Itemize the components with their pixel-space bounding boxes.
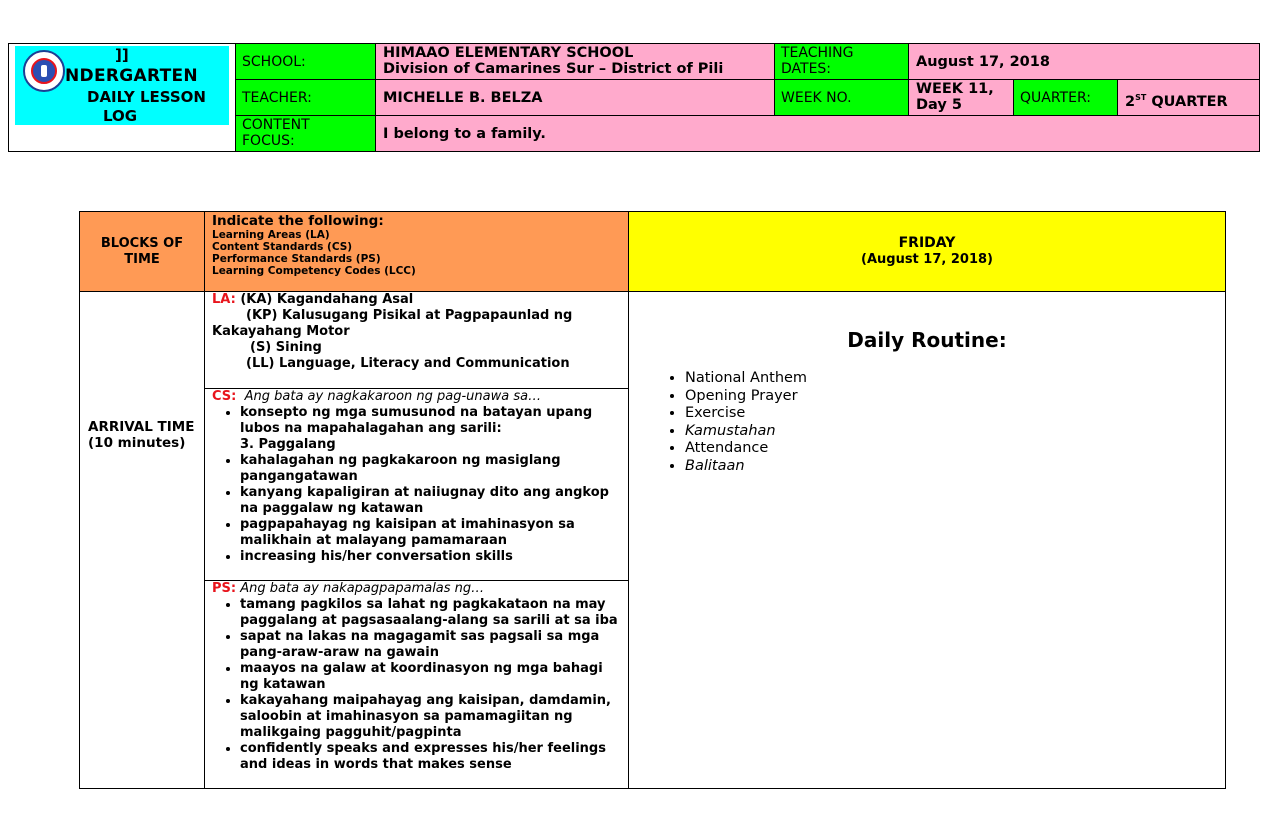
ps-label: PS: [212,581,237,596]
week-value-line1: WEEK 11, [916,81,994,97]
indicate-item: Performance Standards (PS) [212,253,381,265]
list-item: • kanyang kapaligiran at naiiugnay dito ang angkop na paggalaw ng katawan [240,485,622,517]
list-item: • Balitaan [685,458,807,476]
ps-section [204,580,629,789]
la-line2: (KP) Kalusugang Pisikal at Pagpapaunlad ng [246,308,573,323]
teacher-label: TEACHER: [235,79,376,116]
list-item: • konsepto ng mga sumusunod na batayan upang lubos na mapahalagahan ang sarili: 3. Paggalang [240,405,622,453]
day-header [628,211,1226,292]
list-item: • pagpapahayag ng kaisipan at imahinasyon sa malikhain at malayang pamamaraan [240,517,622,549]
indicate-header [204,211,629,292]
day-name: FRIDAY [898,235,956,251]
la-line1: (KA) Kagandahang Asal [235,292,414,307]
list-item: • Exercise [685,405,807,423]
block-name: ARRIVAL TIME [88,419,195,435]
routine-list [661,370,807,475]
cs-label: CS: [212,389,237,404]
deped-seal-icon [31,58,57,84]
list-item: • Attendance [685,440,807,458]
list-item: • maayos na galaw at koordinasyon ng mga bahagi ng katawan [240,661,622,693]
week-label: WEEK NO. [774,79,909,116]
title-line3: LOG [103,107,138,125]
list-item: • Opening Prayer [685,388,807,406]
la-line4: (S) Sining [250,340,322,355]
la-line5: (LL) Language, Literacy and Communication [246,356,570,371]
school-label: SCHOOL: [235,43,376,80]
list-item: • Kamustahan [685,423,807,441]
title-top: ]] [115,46,129,64]
indicate-title: Indicate the following: [212,213,384,229]
title-cell [8,43,236,152]
la-label: LA: [212,292,236,307]
teacher-name: MICHELLE B. BELZA [375,79,775,116]
list-item: • tamang pagkilos sa lahat ng pagkakataon na may paggalang at pagsasaalang-alang sa sarili at sa iba [240,597,622,629]
indicate-item: Content Standards (CS) [212,241,353,253]
quarter-text: QUARTER [1146,93,1228,110]
quarter-label: QUARTER: [1013,79,1118,116]
indicate-item: Learning Competency Codes (LCC) [212,265,416,277]
title-line1: NDERGARTEN [65,66,198,86]
blocks-of-time-header: BLOCKS OF TIME [79,211,205,292]
la-section [204,291,629,389]
list-item: • increasing his/her conversation skills [240,549,622,565]
la-line3: Kakayahang Motor [212,324,350,339]
indicate-item: Learning Areas (LA) [212,229,330,241]
content-focus-value: I belong to a family. [375,115,1260,152]
list-item: • kahalagahan ng pagkakaroon ng masiglang pangangatawan [240,453,622,485]
routine-cell [628,291,1226,789]
cs-list [212,405,622,565]
school-division: Division of Camarines Sur – District of Pili [383,61,724,77]
week-value [908,79,1014,116]
block-duration: (10 minutes) [88,435,186,451]
cs-section [204,388,629,581]
ps-list [212,597,622,773]
ps-intro: Ang bata ay nakapagpapamalas ng… [240,581,485,596]
school-value [375,43,775,80]
quarter-sup: ST [1135,93,1147,102]
logo [23,50,65,92]
quarter-num: 2 [1125,93,1136,110]
list-item: • kakayahang maipahayag ang kaisipan, damdamin, saloobin at imahinasyon sa pamamagiitan ng malikgaing pagguhit/pagpinta [240,693,622,741]
list-item: • National Anthem [685,370,807,388]
title-line2: DAILY LESSON [87,88,206,106]
title-block [15,46,229,125]
cs-intro: Ang bata ay nagkakaroon ng pag-unawa sa… [244,389,542,404]
routine-title: Daily Routine: [847,328,1007,352]
day-date: (August 17, 2018) [861,252,993,267]
block-name-cell [79,291,205,789]
week-value-line2: Day 5 [916,97,962,113]
teaching-dates-value: August 17, 2018 [908,43,1260,80]
quarter-value [1117,79,1260,116]
cs-sub-item: 3. Paggalang [240,437,336,452]
content-focus-label: CONTENT FOCUS: [235,115,376,152]
teaching-dates-label: TEACHING DATES: [774,43,909,80]
school-name: HIMAAO ELEMENTARY SCHOOL [383,45,634,61]
list-item: • confidently speaks and expresses his/her feelings and ideas in words that makes sense [240,741,622,773]
list-item: • sapat na lakas na magagamit sas pagsali sa mga pang-araw-araw na gawain [240,629,622,661]
